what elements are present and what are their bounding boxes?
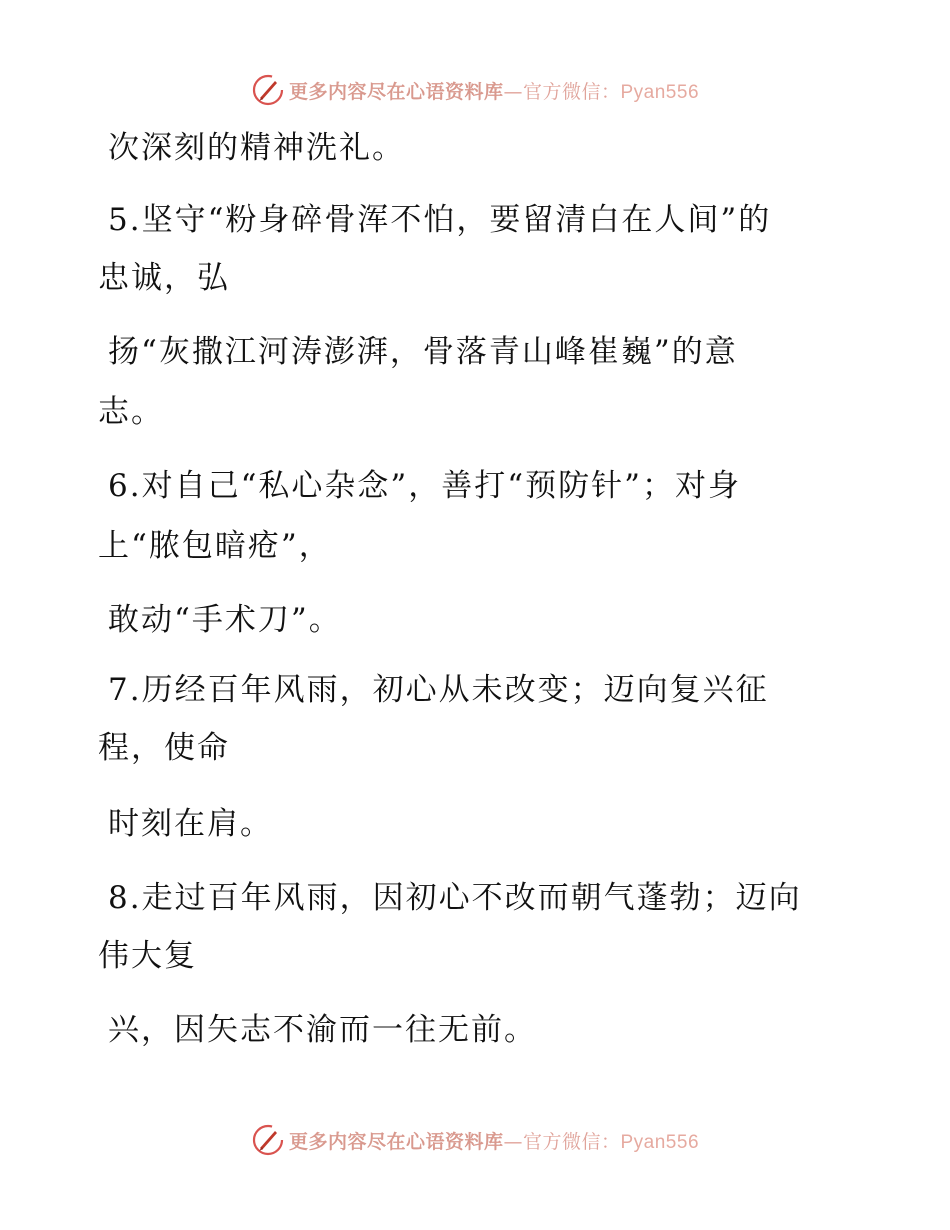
watermark-wechat-id: Pyan556 (620, 1131, 700, 1153)
text-line: 扬“灰撒江河涛澎湃，骨落青山峰崔巍”的意 (108, 334, 738, 370)
quill-logo-icon (251, 73, 285, 107)
quill-logo-icon (251, 1123, 285, 1157)
watermark-text (289, 77, 699, 104)
watermark-separator: — (503, 1130, 523, 1153)
watermark-suffix: 官方微信： (522, 80, 621, 103)
footer-watermark (0, 1120, 950, 1160)
watermark-text (289, 1127, 699, 1154)
text-line: 程，使命 (98, 730, 230, 766)
text-line: 伟大复 (98, 938, 197, 974)
text-line: 敢动“手术刀”。 (108, 602, 342, 638)
text-line: 时刻在肩。 (108, 806, 273, 842)
watermark-separator: — (503, 80, 523, 103)
text-line: 志。 (98, 394, 164, 430)
text-line: 次深刻的精神洗礼。 (108, 130, 405, 166)
watermark-main: 更多内容尽在心语资料库 (288, 1130, 504, 1153)
text-line: 7.历经百年风雨，初心从未改变；迈向复兴征 (108, 672, 769, 708)
watermark-suffix: 官方微信： (522, 1130, 621, 1153)
watermark-wechat-id: Pyan556 (620, 81, 700, 103)
watermark-main: 更多内容尽在心语资料库 (288, 80, 504, 103)
text-line: 忠诚，弘 (98, 260, 230, 296)
text-line: 上“脓包暗疮”， (98, 528, 332, 564)
text-line: 6.对自己“私心杂念”，善打“预防针”；对身 (108, 468, 741, 504)
text-line: 8.走过百年风雨，因初心不改而朝气蓬勃；迈向 (108, 880, 802, 916)
text-line: 兴，因矢志不渝而一往无前。 (108, 1012, 537, 1048)
text-line: 5.坚守“粉身碎骨浑不怕，要留清白在人间”的 (108, 202, 772, 238)
header-watermark (0, 70, 950, 110)
